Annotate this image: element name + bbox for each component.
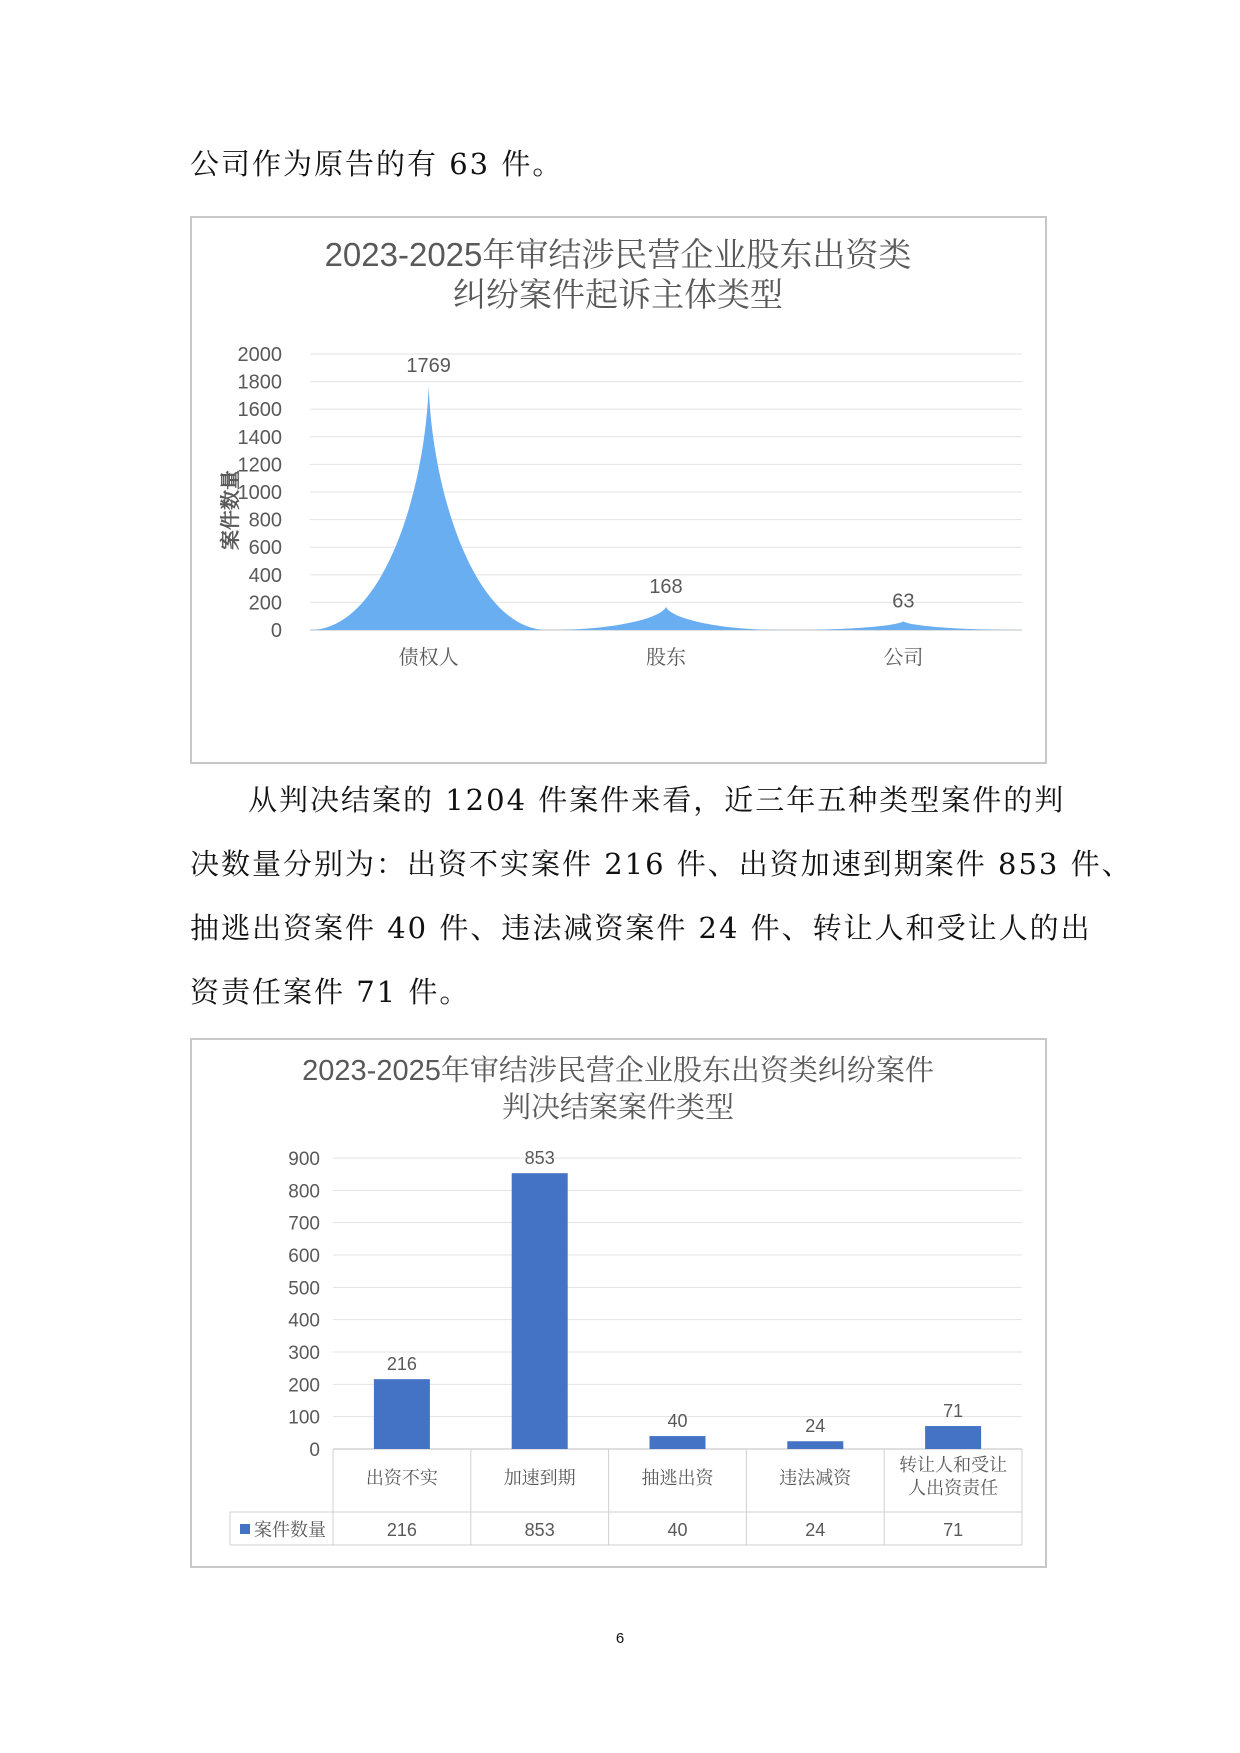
table-value: 40 [667, 1520, 688, 1540]
paragraph-line: 抽逃出资案件 40 件、违法减资案件 24 件、转让人和受让人的出 [190, 911, 1092, 945]
y-tick-label: 0 [270, 620, 282, 642]
legend-series-name: 案件数量 [254, 1520, 326, 1541]
y-tick-label: 100 [288, 1407, 320, 1429]
y-axis-label: 案件数量 [218, 470, 242, 550]
area-peak [547, 607, 784, 630]
y-tick-label: 400 [248, 564, 282, 587]
chart-litigant-type [190, 216, 1047, 764]
chart-title-line: 判决结案案件类型 [501, 1092, 735, 1124]
chart-title-line: 2023-2025年审结涉民营企业股东出资类 [324, 236, 912, 273]
legend-swatch [240, 1524, 250, 1534]
paragraph-line: 资责任案件 71 件。 [190, 975, 471, 1009]
table-value: 24 [805, 1520, 826, 1540]
y-tick-label: 700 [288, 1213, 320, 1235]
y-tick-label: 1000 [237, 482, 282, 504]
paragraph-line: 公司作为原告的有 63 件。 [190, 147, 564, 181]
bar [925, 1426, 981, 1449]
chart-judgment-type-svg [192, 1040, 1045, 1566]
y-tick-label: 600 [288, 1246, 320, 1267]
y-tick-label: 200 [248, 592, 282, 615]
area-peak [310, 386, 547, 630]
y-tick-label: 800 [288, 1181, 320, 1203]
paragraph-judgments [190, 768, 1133, 1024]
table-value: 853 [524, 1520, 555, 1540]
data-label: 24 [805, 1416, 826, 1437]
y-tick-label: 0 [309, 1440, 320, 1461]
chart-title-line: 2023-2025年审结涉民营企业股东出资类纠纷案件 [302, 1055, 934, 1087]
y-tick-label: 200 [288, 1375, 320, 1397]
x-category-label: 债权人 [398, 645, 459, 669]
bar [512, 1173, 568, 1449]
page-number: 6 [615, 1630, 625, 1647]
y-tick-label: 300 [288, 1343, 320, 1364]
x-category-label: 违法减资 [779, 1468, 852, 1489]
paragraph-line: 决数量分别为：出资不实案件 216 件、出资加速到期案件 853 件、 [190, 847, 1133, 881]
x-category-label: 股东 [646, 645, 686, 669]
y-tick-label: 1200 [237, 454, 282, 477]
y-tick-label: 1400 [237, 426, 282, 449]
chart-judgment-type [190, 1038, 1047, 1568]
y-tick-label: 1800 [237, 371, 282, 394]
area-peak [785, 621, 1022, 630]
x-category-label: 人出资责任 [908, 1478, 999, 1499]
data-label: 168 [649, 575, 683, 598]
y-tick-label: 500 [288, 1278, 320, 1300]
x-category-label: 公司 [883, 645, 924, 669]
chart-litigant-type-svg [192, 218, 1045, 762]
y-tick-label: 400 [288, 1310, 320, 1332]
y-tick-label: 1600 [237, 399, 282, 422]
x-category-label: 加速到期 [503, 1468, 576, 1489]
data-label: 40 [667, 1411, 688, 1432]
bar [650, 1436, 706, 1449]
data-label: 63 [892, 590, 915, 613]
y-tick-label: 800 [248, 509, 282, 532]
data-label: 71 [943, 1401, 964, 1422]
paragraph-line: 从判决结案的 1204 件案件来看，近三年五种类型案件的判 [248, 783, 1066, 817]
x-category-label: 抽逃出资 [641, 1468, 714, 1489]
data-label: 853 [524, 1148, 555, 1169]
paragraph-intro [190, 132, 1050, 196]
data-label: 216 [386, 1354, 417, 1375]
y-tick-label: 600 [248, 537, 282, 560]
table-value: 71 [943, 1520, 964, 1540]
x-category-label: 出资不实 [365, 1468, 438, 1489]
data-label: 1769 [406, 354, 451, 377]
bar [787, 1441, 843, 1449]
y-tick-label: 2000 [237, 344, 282, 366]
chart-title-line: 纠纷案件起诉主体类型 [453, 276, 783, 313]
x-category-label: 转让人和受让 [899, 1455, 1008, 1476]
y-tick-label: 900 [288, 1149, 320, 1170]
table-value: 216 [386, 1520, 417, 1540]
bar [374, 1379, 430, 1449]
